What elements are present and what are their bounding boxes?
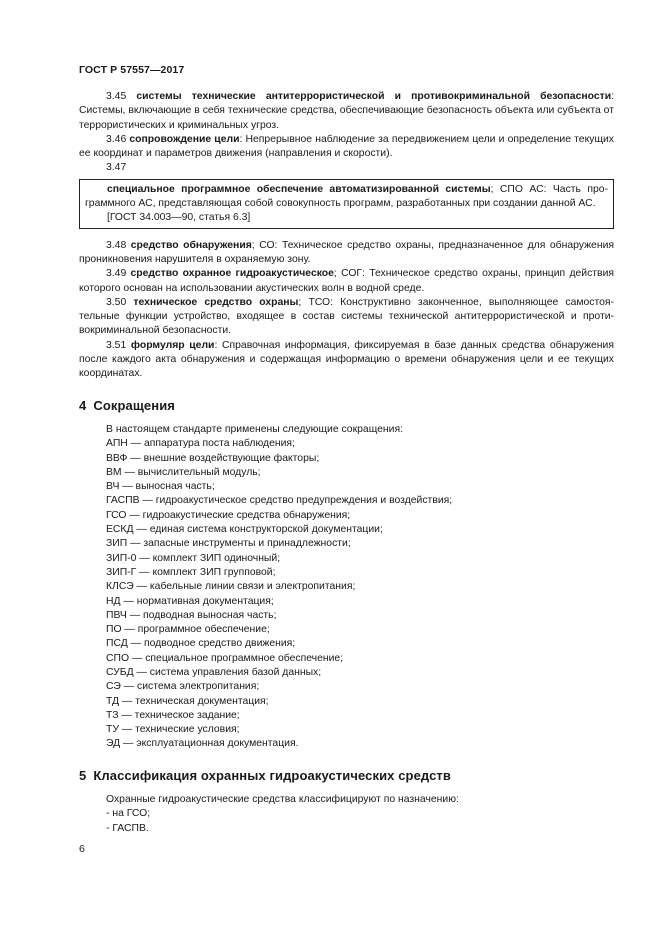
list-item: - ГАСПВ.: [106, 822, 149, 834]
term-definition: Непрерывное наблюдение за передвижением цели и определение текущих ее координат и параметров движения (направления и скорости).: [79, 133, 614, 160]
b-term-3: [79, 339, 614, 382]
list-item: ТД — техническая документация;: [106, 695, 269, 707]
term-separator: ;: [333, 268, 337, 280]
term-definition: ТСО: Конструктивно законченное, выполняющее самостоятельные функции устройство, входящее в состав системы технической антитеррористической и противокриминальной безопасности.: [79, 296, 615, 337]
term-definition: Системы, включающие в себя технические средства, обеспечивающие безопасность объекта или субъекта от террористических и криминальных угроз.: [79, 105, 614, 131]
term-3-47-definition: ; СПО АС: Часть программного АС, представляющая собой совокупность программ, разработанных при создании данной АС.: [85, 183, 608, 210]
term-number: 3.45: [106, 91, 127, 102]
term-name: средство охранное гидроакустическое: [130, 268, 334, 280]
section-5-title: Классификация охранных гидроакустических средств: [93, 767, 451, 783]
term-name: сопровождение цели: [129, 133, 240, 145]
quoted-term-box: [79, 179, 614, 229]
list-item: ТУ — технические условия;: [106, 724, 240, 736]
term-name: системы технические антитеррористической и противокриминальной безопасности: [136, 91, 612, 102]
term-name: техническое средство охраны: [133, 296, 299, 308]
term-separator: :: [611, 91, 614, 102]
list-item: ПСД — подводное средство движения;: [106, 638, 296, 650]
section-4-intro: В настоящем стандарте применены следующие сокращения:: [106, 423, 403, 435]
list-item: СПО — специальное программное обеспечение;: [106, 652, 344, 664]
a-term-1: [79, 133, 614, 162]
term-number: 3.48: [106, 239, 127, 251]
term-name: формуляр цели: [130, 339, 215, 351]
term-3-47-number: 3.47: [106, 162, 127, 174]
list-item: ВМ — вычислительный модуль;: [106, 466, 261, 478]
list-item: ПО — программное обеспечение;: [106, 624, 270, 636]
term-3-47-reference: [ГОСТ 34.003—90, статья 6.3]: [107, 212, 251, 224]
page-content: [79, 90, 614, 836]
term-separator: :: [239, 133, 243, 145]
section-4-title: Сокращения: [93, 397, 175, 413]
list-item: КЛСЭ — кабельные линии связи и электропитания;: [106, 581, 356, 593]
terms-group-a: [79, 90, 614, 161]
b-term-0: [79, 239, 614, 268]
list-item: ЭД — эксплуатационная документация.: [106, 738, 299, 750]
term-separator: ;: [298, 296, 302, 308]
list-item: ЗИП — запасные инструменты и принадлежности;: [106, 538, 351, 550]
term-number: 3.50: [106, 296, 127, 308]
list-item: ГАСПВ — гидроакустическое средство предупреждения и воздействия;: [106, 495, 453, 507]
term-3-47-term: специальное программное обеспечение автоматизированной системы: [107, 183, 491, 195]
term-number: 3.46: [106, 133, 127, 145]
section-4-number: 4: [79, 397, 87, 413]
list-item: ЗИП-Г — комплект ЗИП групповой;: [106, 566, 276, 578]
classification-list: [79, 807, 614, 836]
term-number: 3.49: [106, 268, 127, 280]
term-definition: СО: Техническое средство охраны, предназначенное для обнаружения проникновения нарушителя в охраняемую зону.: [79, 239, 614, 265]
term-separator: ;: [251, 239, 255, 251]
terms-group-b: [79, 239, 614, 382]
list-item: ГСО — гидроакустические средства обнаружения;: [106, 509, 351, 521]
b-term-2: [79, 296, 614, 339]
list-item: ЗИП-0 — комплект ЗИП одиночный;: [106, 552, 281, 564]
list-item: ВЧ — выносная часть;: [106, 481, 215, 493]
b-term-1: [79, 267, 614, 296]
section-5-number: 5: [79, 767, 87, 783]
term-definition: Справочная информация, фиксируемая в базе данных средства обнаружения после каждого акта обнаружения и содержащая информацию о времени обнаружения цели и ее текущих координатах.: [79, 339, 614, 380]
a-term-0: [79, 90, 614, 133]
list-item: СУБД — система управления базой данных;: [106, 666, 322, 678]
abbreviations-list: [79, 437, 614, 752]
term-definition: СОГ: Техническое средство охраны, принцип действия которого основан на использовании акустических волн в водной среде.: [79, 268, 614, 294]
term-separator: :: [214, 339, 218, 351]
section-5-intro: Охранные гидроакустические средства классифицируют по назначению:: [106, 794, 459, 806]
list-item: ПВЧ — подводная выносная часть;: [106, 609, 277, 621]
list-item: ТЗ — техническое задание;: [106, 709, 240, 721]
list-item: ВВФ — внешние воздействующие факторы;: [106, 452, 320, 464]
term-3-47-text: [85, 183, 608, 212]
list-item: СЭ — система электропитания;: [106, 681, 260, 693]
term-number: 3.51: [106, 339, 127, 351]
term-name: средство обнаружения: [130, 239, 252, 251]
list-item: - на ГСО;: [106, 808, 151, 820]
page-number: 6: [79, 843, 85, 855]
list-item: НД — нормативная документация;: [106, 595, 274, 607]
section-5-heading: [79, 769, 614, 783]
section-4-heading: [79, 399, 614, 413]
standard-header: ГОСТ Р 57557—2017: [79, 64, 185, 76]
list-item: ЕСКД — единая система конструкторской документации;: [106, 524, 383, 536]
list-item: АПН — аппаратура поста наблюдения;: [106, 438, 295, 450]
